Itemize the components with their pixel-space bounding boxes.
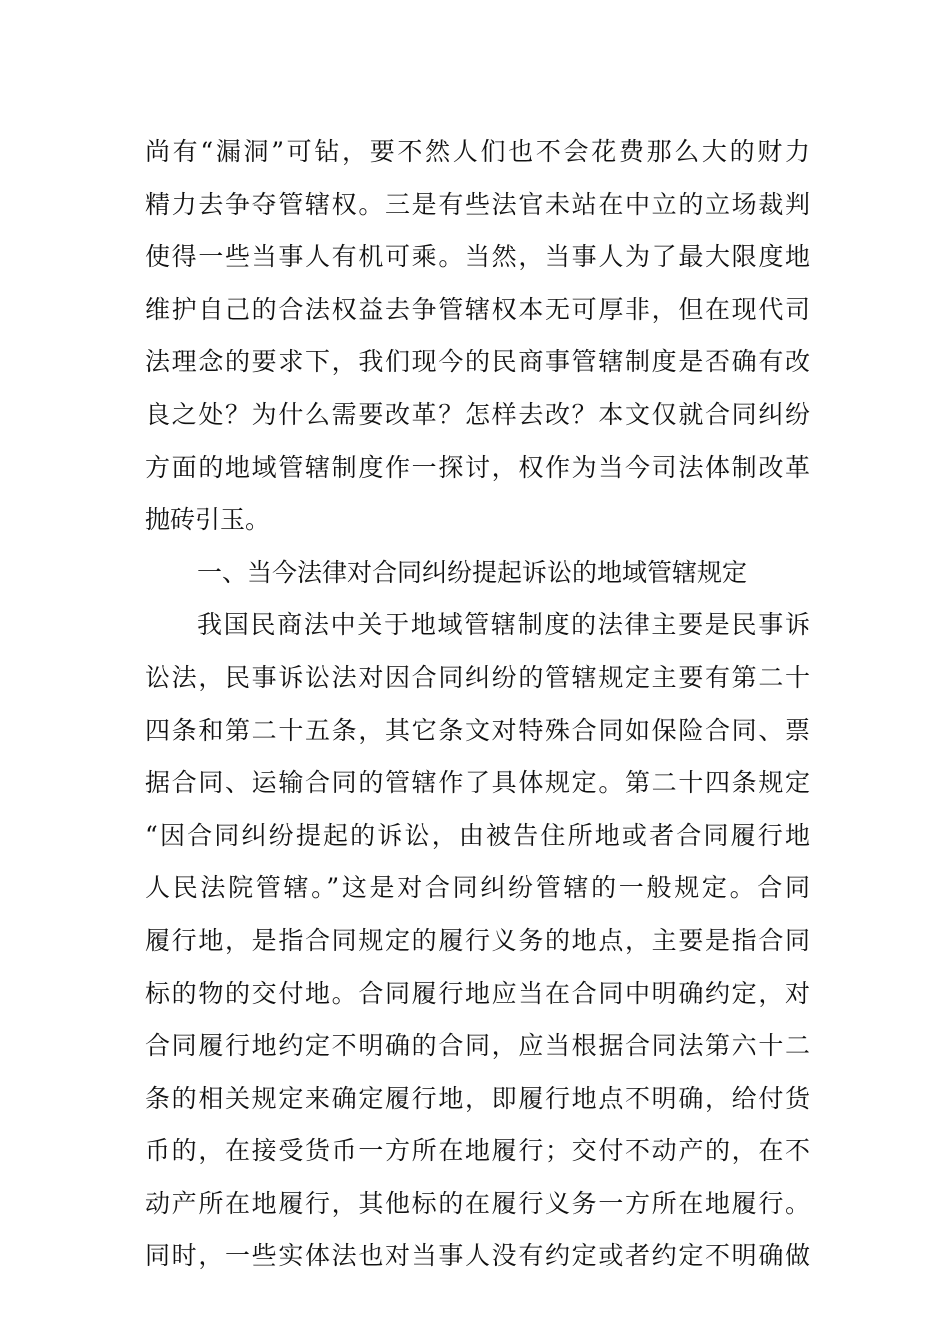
section-heading: 一、当今法律对合同纠纷提起诉讼的地域管辖规定 bbox=[197, 557, 748, 587]
paragraph-line: 法理念的要求下，我们现今的民商事管辖制度是否确有改 bbox=[145, 347, 810, 377]
paragraph-line: 同时，一些实体法也对当事人没有约定或者约定不明确做 bbox=[145, 1241, 810, 1271]
paragraph-line: 据合同、运输合同的管辖作了具体规定。第二十四条规定 bbox=[145, 768, 810, 798]
paragraph-line: 条的相关规定来确定履行地，即履行地点不明确，给付货 bbox=[145, 1083, 810, 1113]
paragraph-line: 讼法，民事诉讼法对因合同纠纷的管辖规定主要有第二十 bbox=[145, 662, 810, 692]
paragraph-line: 履行地，是指合同规定的履行义务的地点，主要是指合同 bbox=[145, 925, 810, 955]
paragraph-line: 合同履行地约定不明确的合同，应当根据合同法第六十二 bbox=[145, 1031, 810, 1061]
paragraph-line: 良之处？为什么需要改革？怎样去改？本文仅就合同纠纷 bbox=[145, 399, 810, 429]
paragraph-line: 标的物的交付地。合同履行地应当在合同中明确约定，对 bbox=[145, 978, 810, 1008]
paragraph-line: 使得一些当事人有机可乘。当然，当事人为了最大限度地 bbox=[145, 242, 810, 272]
paragraph-line: 维护自己的合法权益去争管辖权本无可厚非，但在现代司 bbox=[145, 294, 810, 324]
document-body bbox=[145, 126, 810, 1283]
paragraph-line: 尚有“漏洞”可钻，要不然人们也不会花费那么大的财力 bbox=[145, 137, 810, 166]
paragraph-line: 动产所在地履行，其他标的在履行义务一方所在地履行。 bbox=[145, 1188, 810, 1218]
paragraph-line: 四条和第二十五条，其它条文对特殊合同如保险合同、票 bbox=[145, 715, 810, 745]
paragraph-line: 精力去争夺管辖权。三是有些法官未站在中立的立场裁判 bbox=[145, 189, 810, 219]
paragraph-line: 抛砖引玉。 bbox=[145, 505, 271, 535]
paragraph-line: 我国民商法中关于地域管辖制度的法律主要是民事诉 bbox=[197, 610, 810, 640]
paragraph-line: “因合同纠纷提起的诉讼，由被告住所地或者合同履行地 bbox=[145, 820, 810, 850]
paragraph-line: 方面的地域管辖制度作一探讨，权作为当今司法体制改革 bbox=[145, 452, 810, 482]
paragraph-line: 人民法院管辖。”这是对合同纠纷管辖的一般规定。合同 bbox=[145, 873, 810, 903]
paragraph-line: 币的，在接受货币一方所在地履行；交付不动产的，在不 bbox=[145, 1136, 810, 1166]
